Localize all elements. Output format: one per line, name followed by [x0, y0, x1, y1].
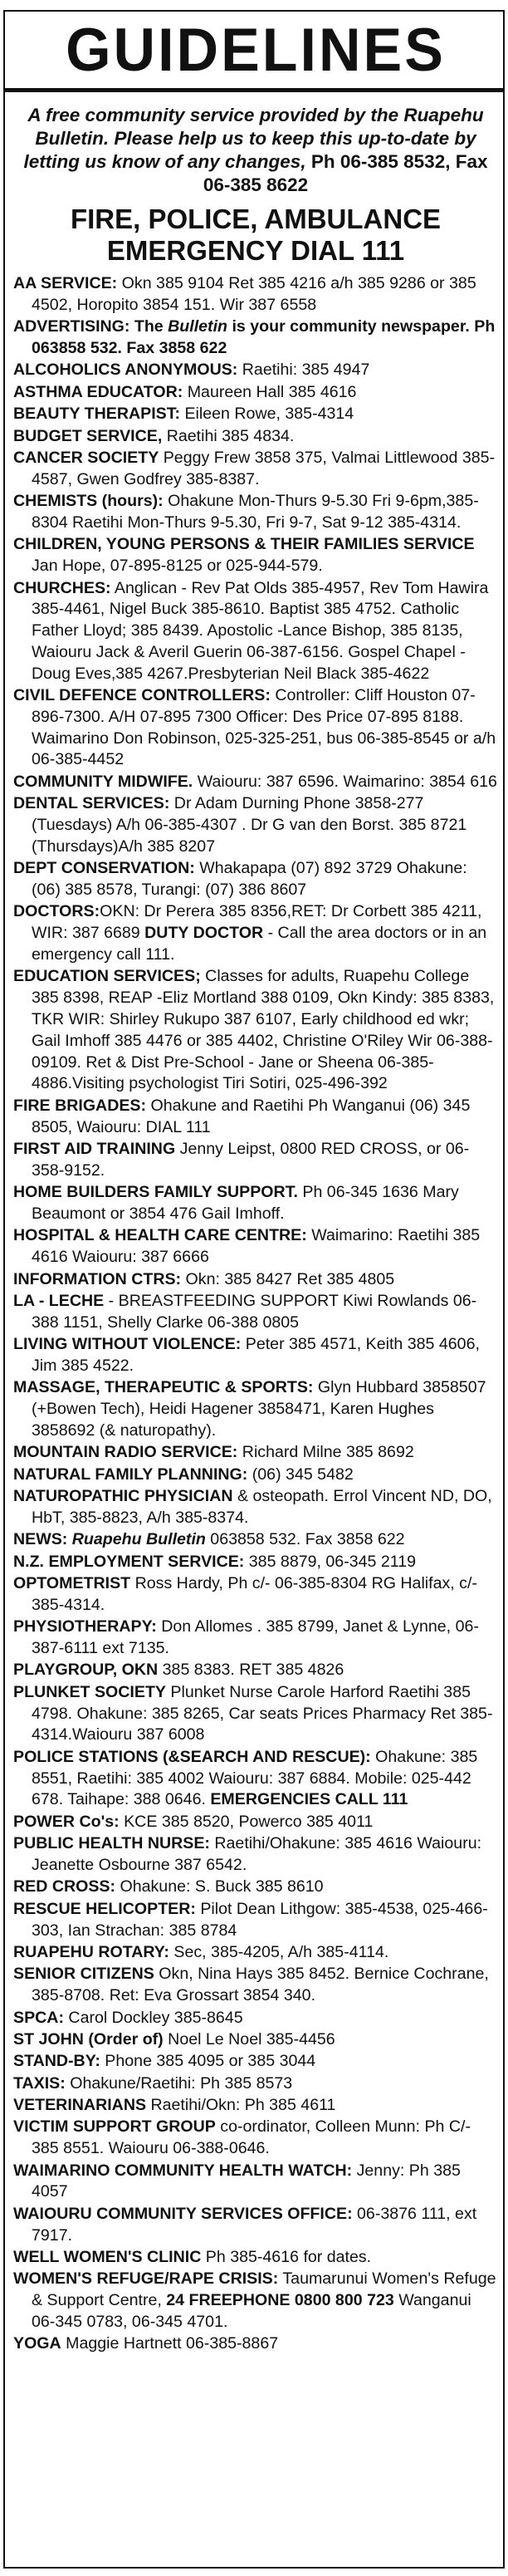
- entry-name: YOGA: [13, 2334, 61, 2353]
- entry-details: Eileen Rowe, 385-4314: [180, 405, 354, 424]
- entry-name: RED CROSS:: [13, 1877, 116, 1896]
- entry-details: Noel Le Noel 385-4456: [163, 2029, 335, 2049]
- directory-entry: [13, 2117, 498, 2160]
- entry-name: STAND-BY:: [13, 2052, 100, 2071]
- entry-name: PLAYGROUP, OKN: [13, 1661, 159, 1680]
- entry-details: Okn, Nina Hays 385 8452. Bernice Cochrane, 385-8708. Ret: Eva Grossart 3854 340.: [32, 1965, 489, 2005]
- entry-details: Whakapapa (07) 892 3729 Ohakune: (06) 385 8578, Turangi: (07) 386 8607: [32, 859, 467, 900]
- entry-name: DENTAL SERVICES:: [13, 794, 170, 813]
- entry-name: VICTIM SUPPORT GROUP: [13, 2117, 216, 2137]
- entry-details: Maureen Hall 385 4616: [183, 382, 357, 401]
- entry-name: CHURCHES:: [13, 578, 111, 597]
- directory-entry: [13, 1442, 498, 1464]
- entry-details: Wanganui 06-345 0783, 06-345 4701.: [32, 2291, 471, 2331]
- directory-entry: [13, 772, 498, 793]
- entry-details: Jenny: Ph 385 4057: [32, 2161, 461, 2201]
- directory-entry: [13, 1682, 498, 1746]
- entry-name: HOME BUILDERS FAMILY SUPPORT.: [13, 1183, 298, 1202]
- directory-entry: [13, 1812, 498, 1833]
- entry-name: POLICE STATIONS (&SEARCH AND RESCUE):: [13, 1747, 371, 1766]
- directory-entry: [13, 1139, 498, 1182]
- entry-highlight: NEWS:: [13, 1530, 72, 1549]
- directory-entry: [13, 901, 498, 965]
- entry-details: Ohakune and Raetihi Ph Wanganui (06) 345 8505, Waiouru: DIAL 111: [32, 1096, 471, 1136]
- directory-entry: [13, 273, 498, 316]
- entry-name: INFORMATION CTRS:: [13, 1269, 182, 1288]
- emergency-heading: [13, 204, 498, 267]
- entry-name: ASTHMA EDUCATOR:: [13, 382, 183, 401]
- entry-name: MOUNTAIN RADIO SERVICE:: [13, 1443, 238, 1462]
- entry-name: PLUNKET SOCIETY: [13, 1682, 166, 1701]
- directory-entry: [13, 2204, 498, 2247]
- entry-highlight: ADVERTISING: The: [13, 317, 169, 336]
- entry-name: COMMUNITY MIDWIFE.: [13, 772, 193, 791]
- entry-details: Waiouru: 387 6596. Waimarino: 3854 616: [193, 772, 497, 791]
- entry-details: Ohakune Mon-Thurs 9-5.30 Fri 9-6pm,385-8304 Raetihi Mon-Thurs 9-5.30, Fri 9-7, Sat 9-12 385-4314.: [32, 492, 479, 532]
- entry-details: Taumarunui Women's Refuge & Support Centre,: [32, 2269, 496, 2310]
- entry-details: co-ordinator, Colleen Munn: Ph C/- 385 8551. Waiouru 06-388-0646.: [32, 2117, 471, 2158]
- entry-name: N.Z. EMPLOYMENT SERVICE:: [13, 1552, 245, 1571]
- entry-details: Ohakune: S. Buck 385 8610: [115, 1877, 324, 1896]
- entry-details: Carol Dockley 385-8645: [63, 2008, 243, 2027]
- entry-name: WELL WOMEN'S CLINIC: [13, 2248, 202, 2267]
- title-divider: [5, 88, 503, 92]
- directory-entry: [13, 1552, 498, 1573]
- entry-details: Peter 385 4571, Keith 385 4606, Jim 385 4522.: [32, 1335, 480, 1375]
- entry-name: NATUROPATHIC PHYSICIAN: [13, 1487, 233, 1506]
- entry-name: MASSAGE, THERAPEUTIC & SPORTS:: [13, 1378, 314, 1397]
- directory-entry: [13, 1877, 498, 1898]
- entry-name: VETERINARIANS: [13, 2096, 147, 2115]
- directory-entry: [13, 382, 498, 404]
- entry-name: SENIOR CITIZENS: [13, 1965, 154, 1984]
- entry-name: SPCA:: [13, 2008, 64, 2027]
- entry-name: TAXIS:: [13, 2073, 66, 2093]
- directory-list: [13, 273, 498, 2355]
- directory-entry: [13, 2161, 498, 2204]
- entry-name: PUBLIC HEALTH NURSE:: [13, 1834, 210, 1853]
- entry-highlight: DUTY DOCTOR: [144, 924, 264, 943]
- directory-entry: [13, 1964, 498, 2007]
- entry-name: CANCER SOCIETY: [13, 448, 159, 467]
- entry-details: Ross Hardy, Ph c/- 06-385-8304 RG Halifax, c/- 385-4314.: [32, 1574, 477, 1614]
- directory-entry: [13, 685, 498, 771]
- entry-details: Ph 385-4616 for dates.: [201, 2248, 372, 2267]
- entry-details: (06) 345 5482: [247, 1465, 354, 1484]
- entry-name: FIRST AID TRAINING: [13, 1139, 176, 1158]
- entry-details: Jan Hope, 07-895-8125 or 025-944-579.: [32, 557, 323, 576]
- entry-details: 063858 532. Fax 3858 622: [205, 1530, 405, 1549]
- entry-name: RESCUE HELICOPTER:: [13, 1899, 196, 1918]
- entry-name: WAIOURU COMMUNITY SERVICES OFFICE:: [13, 2204, 353, 2223]
- entry-details: Maggie Hartnett 06-385-8867: [61, 2334, 279, 2353]
- entry-name: POWER Co's:: [13, 1812, 120, 1831]
- intro-phone: Ph 06-385 8532, Fax 06-385 8622: [203, 151, 488, 195]
- entry-details: Anglican - Rev Pat Olds 385-4957, Rev Tom Hawira 385-4461, Nigel Buck 385-8610. Baptist 385 4752. Catholic Father Lloyd; 385 8439. Apostolic -Lance Bishop, 385 8135, Waiouru Jack & Averil Guerin 06-387-6156. Gospel Chapel - Doug Eves,385 4267.Presbyterian Neil Black 385-4622: [32, 578, 489, 683]
- entry-details: Pilot Dean Lithgow: 385-4538, 025-466-303, Ian Strachan: 385 8784: [32, 1899, 488, 1940]
- entry-details: 385 8383. RET 385 4826: [158, 1661, 344, 1680]
- entry-details: Don Allomes . 385 8799, Janet & Lynne, 06-387-6111 ext 7135.: [32, 1617, 479, 1658]
- entry-name: DEPT CONSERVATION:: [13, 859, 195, 878]
- directory-entry: [13, 491, 498, 534]
- entry-details: Ohakune/Raetihi: Ph 385 8573: [65, 2073, 293, 2093]
- entry-name: BEAUTY THERAPIST:: [13, 405, 181, 424]
- entry-details: Peggy Frew 3858 375, Valmai Littlewood 385-4587, Gwen Godfrey 385-8387.: [32, 448, 496, 488]
- entry-publication: Bulletin: [168, 317, 227, 336]
- directory-entry: [13, 2051, 498, 2073]
- entry-name: NATURAL FAMILY PLANNING:: [13, 1465, 248, 1484]
- entry-details: 385 8879, 06-345 2119: [244, 1552, 416, 1571]
- entry-highlight: EMERGENCIES CALL 111: [210, 1790, 408, 1809]
- entry-details: Controller: Cliff Houston 07-896-7300. A/H 07-895 7300 Officer: Des Price 07-895 8188. Waimarino Don Robinson, 025-325-251, bus 06-385-8545 or a/h 06-385-4452: [32, 686, 496, 769]
- directory-entry: [13, 2008, 498, 2029]
- directory-entry: [13, 1377, 498, 1441]
- entry-details: Richard Milne 385 8692: [237, 1443, 414, 1462]
- directory-entry: [13, 1899, 498, 1942]
- directory-entry: [13, 1182, 498, 1225]
- entry-name: EDUCATION SERVICES;: [13, 967, 201, 986]
- entry-details: Okn: 385 8427 Ret 385 4805: [181, 1269, 395, 1288]
- entry-details: Raetihi/Okn: Ph 385 4611: [146, 2096, 336, 2115]
- entry-details: KCE 385 8520, Powerco 385 4011: [119, 1812, 374, 1831]
- directory-entry: [13, 1225, 498, 1268]
- directory-entry: [13, 1334, 498, 1377]
- directory-entry: [13, 966, 498, 1095]
- directory-entry: [13, 1833, 498, 1877]
- entry-name: DOCTORS:: [13, 902, 100, 921]
- entry-details: 06-3876 111, ext 7917.: [32, 2204, 477, 2245]
- entry-details: Phone 385 4095 or 385 3044: [100, 2052, 316, 2071]
- directory-entry: [13, 578, 498, 685]
- entry-details: Sec, 385-4205, A/h 385-4114.: [169, 1942, 389, 1961]
- directory-entry: [13, 1486, 498, 1529]
- entry-details: Raetihi 385 4834.: [162, 426, 295, 445]
- entry-name: BUDGET SERVICE,: [13, 426, 163, 445]
- entry-name: PHYSIOTHERAPY:: [13, 1617, 157, 1636]
- guidelines-panel: [3, 10, 505, 2569]
- entry-details: Raetihi/Ohakune: 385 4616 Waiouru: Jeanette Osbourne 387 6542.: [32, 1834, 482, 1874]
- entry-details: Dr Adam Durning Phone 3858-277 (Tuesdays) A/h 06-385-4307 . Dr G van den Borst. 385 8721 (Thursdays)A/h 385 8207: [32, 794, 467, 856]
- directory-entry: [13, 2095, 498, 2117]
- directory-entry: [13, 1660, 498, 1681]
- entry-name: AA SERVICE:: [13, 274, 118, 292]
- directory-entry: [13, 316, 498, 360]
- entry-details: Waimarino: Raetihi 385 4616 Waiouru: 387 6666: [32, 1226, 481, 1267]
- entry-name: CHEMISTS (hours):: [13, 492, 164, 511]
- entry-details: Classes for adults, Ruapehu College 385 8398, REAP -Eliz Mortland 388 0109, Okn Kindy: 385 8383, TKR WIR: Shirley Rukupo 387 6107, Early childhood ed wkr; Gail Imhoff 385 4476 or 385 4402, Christine O'Riley Wir 06-388-09109. Ret & Dist Pre-School - Jane or Sheena 06-385-4886.Visiting psychologist Tiri Sotiri, 025-496-392: [32, 967, 495, 1093]
- entry-name: CIVIL DEFENCE CONTROLLERS:: [13, 686, 271, 705]
- entry-details: Jenny Leipst, 0800 RED CROSS, or 06-358-9152.: [32, 1139, 470, 1180]
- directory-entry: [13, 2029, 498, 2051]
- directory-entry: [13, 2247, 498, 2269]
- emergency-services: FIRE, POLICE, AMBULANCE: [70, 204, 442, 234]
- entry-details: OKN: Dr Perera 385 8356,RET: Dr Corbett 385 4211, WIR: 387 6689: [32, 902, 482, 943]
- entry-details: - Call the area doctors or in an emergency call 111.: [32, 924, 487, 964]
- entry-details: - BREASTFEEDING SUPPORT Kiwi Rowlands 06-388 1151, Shelly Clarke 06-388 0805: [32, 1291, 477, 1332]
- entry-name: LIVING WITHOUT VIOLENCE:: [13, 1335, 242, 1354]
- entry-details: Glyn Hubbard 3858507 (+Bowen Tech), Heidi Hagener 3858471, Karen Hughes 3858692 (& naturopathy).: [32, 1378, 486, 1440]
- directory-entry: [13, 1291, 498, 1334]
- directory-entry: [13, 1096, 498, 1139]
- directory-entry: [13, 1269, 498, 1291]
- entry-name: ST JOHN (Order of): [13, 2029, 164, 2049]
- entry-name: LA - LECHE: [13, 1291, 105, 1310]
- entry-details: & osteopath. Errol Vincent ND, DO, HbT, 385-8823, A/h 385-8374.: [32, 1487, 492, 1527]
- entry-details: Ohakune: 385 8551, Raetihi: 385 4002 Waiouru: 387 6884. Mobile: 025-442 678. Taihape: 388 0646.: [32, 1747, 478, 1809]
- page-title: GUIDELINES: [66, 16, 446, 84]
- directory-entry: [13, 2269, 498, 2333]
- entry-name: FIRE BRIGADES:: [13, 1096, 147, 1115]
- directory-entry: [13, 1573, 498, 1617]
- entry-name: HOSPITAL & HEALTH CARE CENTRE:: [13, 1226, 307, 1245]
- emergency-number: EMERGENCY DIAL 111: [106, 235, 405, 266]
- directory-entry: [13, 793, 498, 857]
- directory-entry: [13, 448, 498, 491]
- directory-entry: [13, 1617, 498, 1660]
- directory-entry: [13, 1465, 498, 1486]
- entry-publication: Ruapehu Bulletin: [71, 1530, 206, 1549]
- entry-name: WOMEN'S REFUGE/RAPE CRISIS:: [13, 2269, 279, 2289]
- entry-name: ALCOHOLICS ANONYMOUS:: [13, 361, 238, 380]
- entry-name: WAIMARINO COMMUNITY HEALTH WATCH:: [13, 2161, 353, 2180]
- directory-entry: [13, 858, 498, 901]
- entry-name: OPTOMETRIST: [13, 1574, 131, 1593]
- directory-entry: [13, 1747, 498, 1811]
- intro-notice: [13, 104, 498, 197]
- entry-name: RUAPEHU ROTARY:: [13, 1942, 169, 1961]
- intro-text: A free community service provided by the Ruapehu Bulletin. Please help us to keep this up-to-date by letting us know of any changes,: [23, 105, 484, 172]
- directory-entry: [13, 426, 498, 448]
- directory-entry: [13, 2333, 498, 2355]
- entry-details: Plunket Nurse Carole Harford Raetihi 385 4798. Ohakune: 385 8265, Car seats Prices Pharmacy Ret 385-4314.Waiouru 387 6008: [32, 1682, 493, 1744]
- directory-entry: [13, 404, 498, 425]
- directory-entry: [13, 534, 498, 577]
- entry-highlight: is your community newspaper. Ph 063858 532. Fax 3858 622: [32, 317, 496, 357]
- directory-entry: [13, 1942, 498, 1964]
- directory-entry: [13, 1529, 498, 1551]
- entry-highlight: 24 FREEPHONE 0800 800 723: [166, 2291, 394, 2310]
- entry-name: CHILDREN, YOUNG PERSONS & THEIR FAMILIES SERVICE: [13, 535, 475, 554]
- entry-details: Ph 06-345 1636 Mary Beaumont or 3854 476 Gail Imhoff.: [32, 1183, 459, 1223]
- entry-details: Okn 385 9104 Ret 385 4216 a/h 385 9286 or 385 4502, Horopito 3854 151. Wir 387 6558: [32, 274, 476, 314]
- entry-details: Raetihi: 385 4947: [237, 361, 370, 380]
- directory-entry: [13, 2073, 498, 2095]
- directory-entry: [13, 360, 498, 381]
